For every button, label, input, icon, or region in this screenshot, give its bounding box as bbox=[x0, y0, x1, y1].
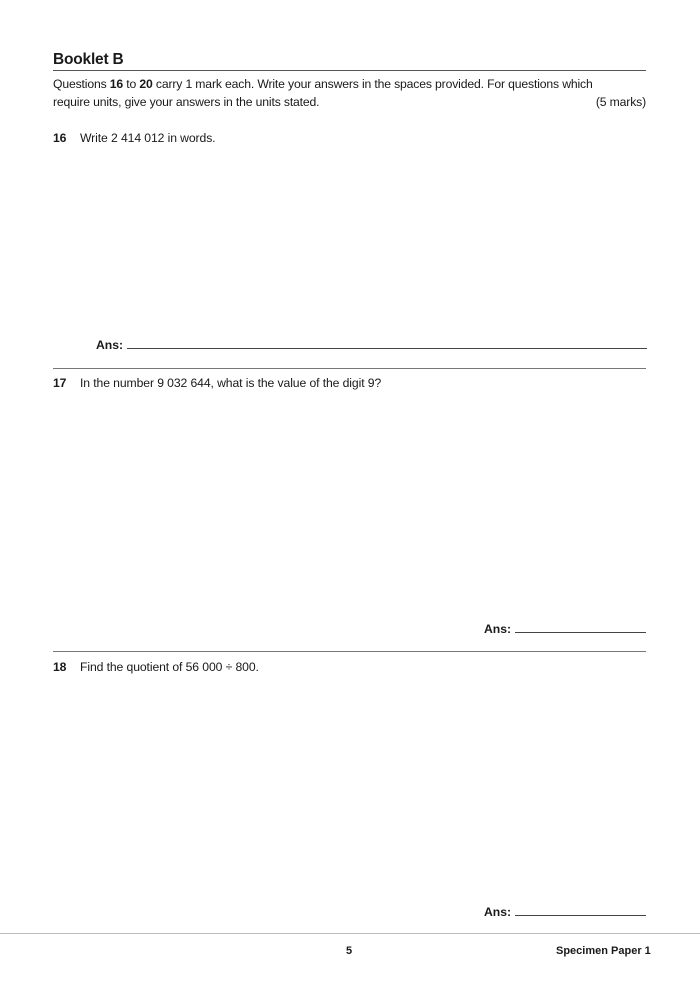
question-17 bbox=[53, 376, 381, 390]
answer-label: Ans: bbox=[484, 905, 512, 919]
instructions-text: require units, give your answers in the units stated. bbox=[53, 95, 320, 109]
question-16 bbox=[53, 131, 215, 145]
question-number: 18 bbox=[53, 660, 67, 674]
instructions-line-1 bbox=[53, 75, 646, 93]
answer-field-17[interactable] bbox=[484, 622, 646, 636]
answer-field-16[interactable] bbox=[96, 338, 647, 352]
booklet-title: Booklet B bbox=[53, 51, 124, 68]
last-question-number: 20 bbox=[139, 77, 153, 91]
answer-field-18[interactable] bbox=[484, 905, 646, 919]
question-18 bbox=[53, 660, 259, 674]
instructions-line-2 bbox=[53, 93, 646, 111]
instructions-text: to bbox=[123, 77, 140, 91]
question-text: Find the quotient of 56 000 ÷ 800. bbox=[80, 660, 259, 674]
question-divider bbox=[53, 368, 646, 369]
page-number: 5 bbox=[346, 945, 353, 957]
question-number: 17 bbox=[53, 376, 67, 390]
answer-line[interactable] bbox=[515, 631, 646, 633]
marks-total: (5 marks) bbox=[595, 95, 646, 109]
answer-label: Ans: bbox=[484, 622, 512, 636]
question-text: Write 2 414 012 in words. bbox=[80, 131, 216, 145]
answer-line[interactable] bbox=[127, 347, 647, 349]
title-divider bbox=[53, 70, 646, 71]
paper-name: Specimen Paper 1 bbox=[556, 945, 651, 957]
instructions-text: Questions bbox=[53, 77, 110, 91]
instructions bbox=[53, 75, 646, 111]
answer-label: Ans: bbox=[96, 338, 124, 352]
answer-line[interactable] bbox=[515, 914, 646, 916]
question-number: 16 bbox=[53, 131, 67, 145]
instructions-text: carry 1 mark each. Write your answers in the spaces provided. For questions which bbox=[152, 77, 593, 91]
footer-divider bbox=[0, 933, 700, 934]
question-divider bbox=[53, 651, 646, 652]
question-text: In the number 9 032 644, what is the value of the digit 9? bbox=[80, 376, 382, 390]
first-question-number: 16 bbox=[109, 77, 124, 91]
